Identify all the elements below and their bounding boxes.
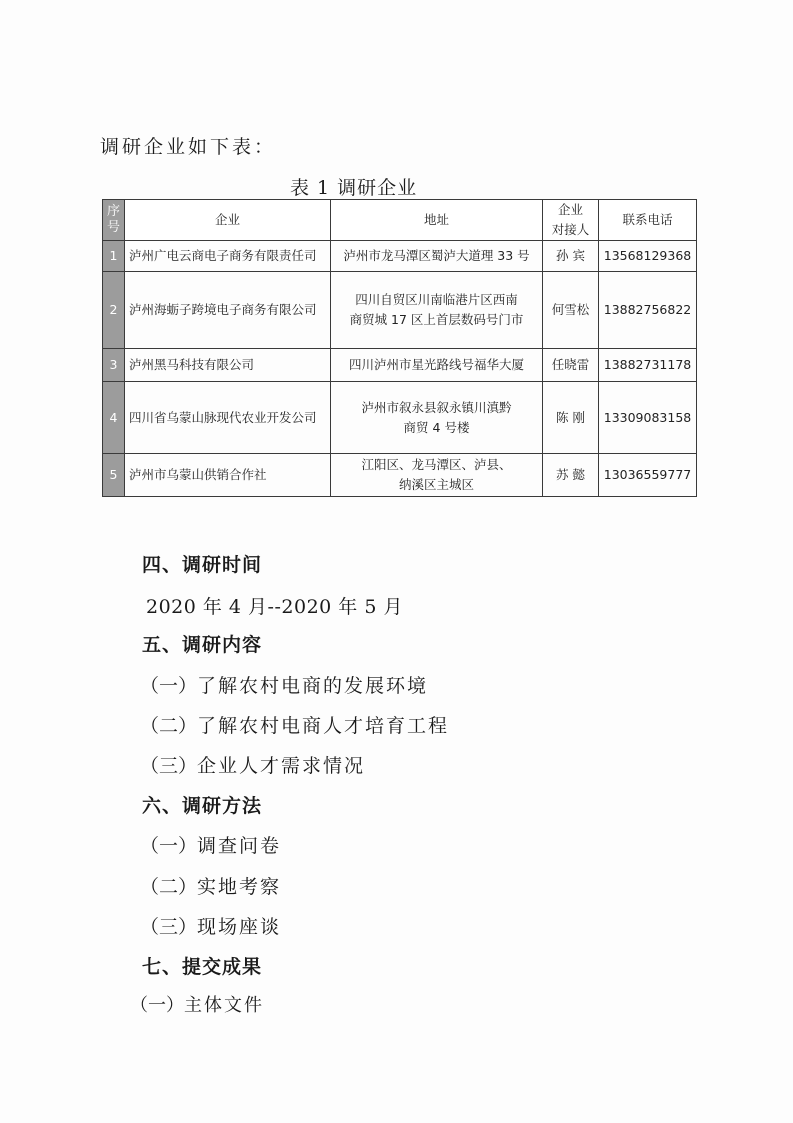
header-phone: 联系电话 [599, 200, 697, 241]
table-row [103, 349, 697, 382]
intro-text: 调研企业如下表： [100, 136, 277, 158]
table-caption: 表 1 调研企业 [290, 177, 418, 199]
contact-person: 何雪松 [543, 272, 599, 349]
row-number: 2 [103, 272, 125, 349]
row-number: 4 [103, 382, 125, 454]
company-address: 泸州市叙永县叙永镇川滇黔 商贸 4 号楼 [331, 382, 543, 454]
table-row [103, 241, 697, 272]
company-name: 四川省乌蒙山脉现代农业开发公司 [125, 382, 331, 454]
company-name: 泸州黑马科技有限公司 [125, 349, 331, 382]
contact-person: 苏 懿 [543, 454, 599, 497]
table-header-row [103, 200, 697, 241]
phone-number: 13568129368 [599, 241, 697, 272]
company-address: 四川自贸区川南临港片区西南 商贸城 17 区上首层数码号门市 [331, 272, 543, 349]
company-name: 泸州广电云商电子商务有限责任司 [125, 241, 331, 272]
company-name: 泸州海蛎子跨境电子商务有限公司 [125, 272, 331, 349]
company-name: 泸州市乌蒙山供销合作社 [125, 454, 331, 497]
list-item: （二）实地考察 [140, 876, 282, 898]
company-address: 四川泸州市星光路线号福华大厦 [331, 349, 543, 382]
table-row [103, 382, 697, 454]
row-number: 5 [103, 454, 125, 497]
row-number: 3 [103, 349, 125, 382]
header-contact: 企业 对接人 [543, 200, 599, 241]
header-seq: 序 号 [103, 200, 125, 241]
section-6-title: 六、调研方法 [142, 795, 263, 817]
research-period: 2020 年 4 月--2020 年 5 月 [146, 596, 403, 618]
list-item: （一）主体文件 [130, 995, 264, 1016]
section-4-title: 四、调研时间 [142, 554, 263, 576]
list-item: （三）现场座谈 [140, 916, 282, 938]
contact-person: 任晓雷 [543, 349, 599, 382]
table-row [103, 272, 697, 349]
section-5-title: 五、调研内容 [142, 634, 263, 656]
phone-number: 13036559777 [599, 454, 697, 497]
header-company: 企业 [125, 200, 331, 241]
header-address: 地址 [331, 200, 543, 241]
row-number: 1 [103, 241, 125, 272]
section-7-title: 七、提交成果 [142, 956, 263, 978]
table-row [103, 454, 697, 497]
company-table [102, 199, 697, 497]
company-address: 泸州市龙马潭区蜀泸大道理 33 号 [331, 241, 543, 272]
list-item: （一）调查问卷 [140, 835, 282, 857]
company-address: 江阳区、龙马潭区、泸县、 纳溪区主城区 [331, 454, 543, 497]
list-item: （二）了解农村电商人才培育工程 [140, 715, 450, 737]
contact-person: 陈 刚 [543, 382, 599, 454]
phone-number: 13882731178 [599, 349, 697, 382]
phone-number: 13882756822 [599, 272, 697, 349]
contact-person: 孙 宾 [543, 241, 599, 272]
phone-number: 13309083158 [599, 382, 697, 454]
list-item: （一）了解农村电商的发展环境 [140, 675, 429, 697]
list-item: （三）企业人才需求情况 [140, 755, 366, 777]
